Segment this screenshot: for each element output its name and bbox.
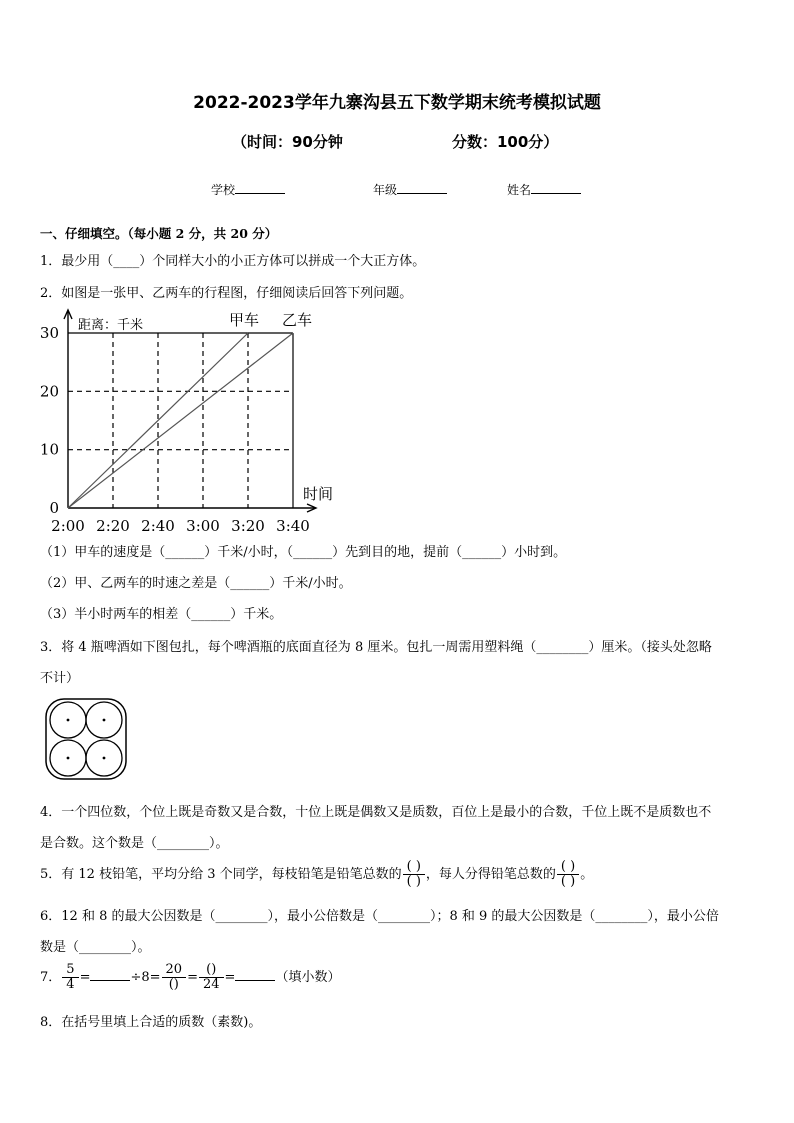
x-tick-label: 2:20: [96, 517, 130, 535]
question-4-line1: 4．一个四位数，个位上既是奇数又是合数，十位上既是偶数又是质数，百位上是最小的合数，千位上既不是质数也不: [40, 805, 712, 820]
fraction-5-4: $\frac{5}{4}$: [62, 963, 78, 992]
question-2: 2．如图是一张甲、乙两车的行程图，仔细阅读后回答下列问题。: [40, 286, 413, 301]
question-2-1: （1）甲车的速度是（______）千米/小时，（______）先到目的地，提前（______）小时到。: [40, 545, 567, 560]
section-heading: 一、仔细填空。（每小题 2 分，共 20 分）: [40, 226, 278, 241]
question-7: 7． $\frac{5}{4}$ = ÷8= $\frac{20}{()}$ = $\frac{()}{24}$ = （填小数）: [40, 962, 341, 992]
fraction-blank-24: $\frac{()}{24}$: [199, 963, 224, 992]
question-6-line1: 6．12 和 8 的最大公因数是（________），最小公倍数是（________）；8 和 9 的最大公因数是（________），最小公倍: [40, 909, 719, 924]
fraction-20-blank: $\frac{20}{()}$: [162, 963, 187, 992]
page-title: 2022-2023学年九寨沟县五下数学期末统考模拟试题: [193, 93, 601, 113]
chart-marks: [68, 311, 312, 508]
school-field[interactable]: 学校: [211, 181, 285, 198]
question-2-3: （3）半小时两车的相差（______）千米。: [40, 607, 283, 622]
question-3-line1: 3．将 4 瓶啤酒如下图包扎，每个啤酒瓶的底面直径为 8 厘米。包扎一周需用塑料绳（________）厘米。（接头处忽略: [40, 640, 712, 655]
question-5: 5．有 12 枝铅笔，平均分给 3 个同学，每枝铅笔是铅笔总数的 $\frac{( )}{( )}$ ，每人分得铅笔总数的 $\frac{( )}{( )}$ 。: [40, 859, 594, 889]
exam-time: （时间：90分钟: [232, 133, 343, 151]
question-3-line2: 不计）: [40, 671, 80, 686]
y-tick-label: 30: [39, 324, 59, 342]
y-tick-label: 10: [39, 440, 59, 459]
series-label: 甲车: [228, 311, 260, 329]
travel-chart: [28, 303, 348, 538]
bottles-bundle-figure: [44, 697, 130, 785]
fraction-blank-2[interactable]: $\frac{( )}{( )}$: [557, 860, 579, 889]
grade-field[interactable]: 年级: [373, 181, 447, 198]
series-line-yi: [68, 333, 293, 508]
x-tick-label: 3:40: [276, 517, 310, 535]
fraction-blank-1[interactable]: $\frac{( )}{( )}$: [403, 860, 425, 889]
question-4-line2: 是合数。这个数是（________）。: [40, 836, 229, 851]
question-1: 1．最少用（____）个同样大小的小正方体可以拼成一个大正方体。: [40, 254, 426, 269]
x-tick-label: 2:00: [51, 517, 85, 535]
x-axis-label: 时间: [303, 485, 334, 503]
x-tick-label: 3:20: [231, 517, 265, 535]
exam-score: 分数：100分）: [452, 133, 559, 151]
x-tick-label: 2:40: [141, 517, 175, 535]
y-tick-label: 20: [39, 382, 59, 401]
series-label: 乙车: [281, 311, 313, 329]
decimal-blank[interactable]: [235, 968, 275, 981]
chart-axes: [40, 310, 333, 535]
name-field[interactable]: 姓名: [507, 181, 581, 198]
question-8: 8．在括号里填上合适的质数（素数)。: [40, 1015, 262, 1030]
question-2-2: （2）甲、乙两车的时速之差是（______）千米/小时。: [40, 576, 352, 591]
y-tick-label: 0: [49, 499, 59, 517]
x-tick-label: 3:00: [186, 517, 220, 535]
question-6-line2: 数是（________）。: [40, 940, 151, 955]
y-axis-label: 距离：千米: [78, 318, 144, 333]
answer-blank[interactable]: [90, 968, 130, 981]
